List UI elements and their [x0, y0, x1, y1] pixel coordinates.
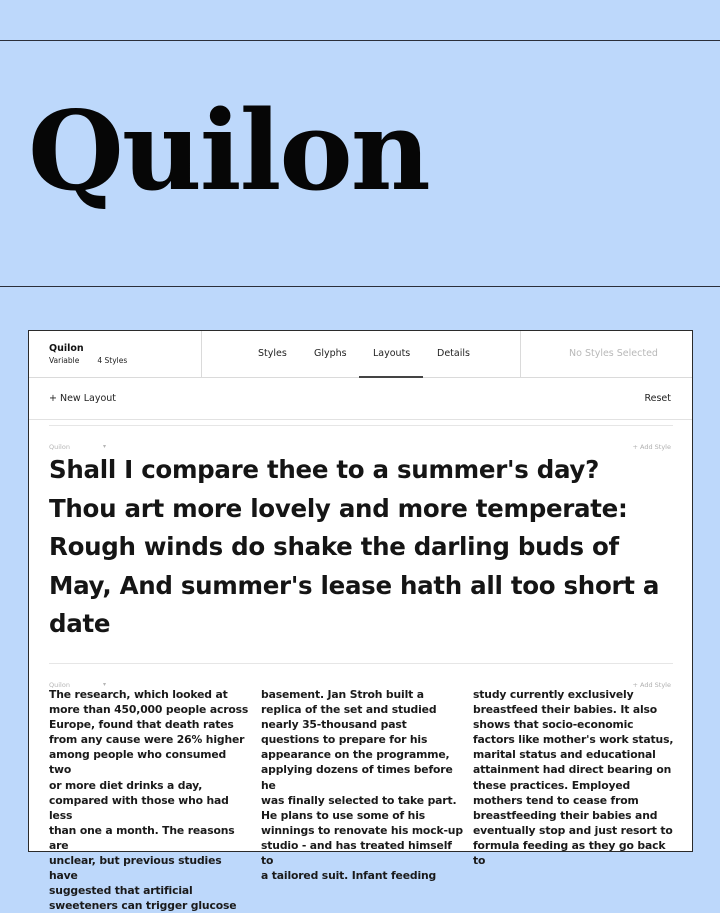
sample-text-column[interactable]: basement. Jan Stroh built a replica of the set and studied nearly 35-thousand past questions to prepare for his appearance on the programme, applying dozens of times before he was finally selected to take part. He plans to use some of his winnings to renovate his mock-up studio - and has treated himself to a tailored suit. Infant feeding: [261, 688, 463, 883]
divider: [49, 425, 673, 426]
tab-styles[interactable]: Styles: [258, 348, 287, 359]
tab-details[interactable]: Details: [437, 348, 470, 359]
new-layout-button[interactable]: + New Layout: [49, 393, 117, 404]
font-tester-panel: [28, 330, 693, 913]
add-style-button[interactable]: + Add Style: [632, 443, 671, 451]
divider: [201, 331, 202, 378]
font-info: [49, 343, 127, 365]
font-family-name: Quilon: [49, 343, 84, 354]
font-style-dropdown[interactable]: Quilon: [49, 681, 70, 689]
tab-glyphs[interactable]: Glyphs: [314, 348, 347, 359]
sample-text-column[interactable]: study currently exclusively breastfeed their babies. It also shows that socio-economic factors like mother's work status, marital status and educational attainment had direct bearing on these practices. Employed mothers tend to cease from breastfeeding their babies and eventually stop and just resort to formula feeding as they go back to: [473, 688, 674, 868]
sample-text-column[interactable]: The research, which looked at more than 450,000 people across Europe, found that death rates from any cause were 26% higher among people who consumed two or more diet drinks a day, compared with those who had less than one a month. The reasons are unclear, but previous studies have suggested that artificial sweeteners can trigger glucose: [49, 688, 249, 913]
font-name-title: Quilon: [28, 86, 429, 215]
styles-count: 4 Styles: [97, 356, 128, 365]
selection-status: No Styles Selected: [569, 348, 658, 359]
middle-rule: [0, 286, 720, 287]
font-style-dropdown[interactable]: Quilon: [49, 443, 70, 451]
add-style-button[interactable]: + Add Style: [632, 681, 671, 689]
top-bar: [29, 331, 692, 378]
font-type: Variable: [49, 356, 80, 365]
reset-button[interactable]: Reset: [644, 393, 671, 404]
font-meta: [49, 356, 127, 365]
divider: [49, 663, 673, 664]
top-rule: [0, 40, 720, 41]
chevron-down-icon[interactable]: ▾: [103, 443, 107, 450]
divider: [520, 331, 521, 378]
tab-layouts[interactable]: Layouts: [373, 348, 411, 359]
sample-text-large[interactable]: Shall I compare thee to a summer's day? Thou art more lovely and more temperate: Rough winds do shake the darling buds of May, And summer's lease hath all too short a date: [49, 455, 660, 639]
chevron-down-icon[interactable]: ▾: [103, 681, 107, 688]
layout-toolbar: [29, 378, 692, 420]
